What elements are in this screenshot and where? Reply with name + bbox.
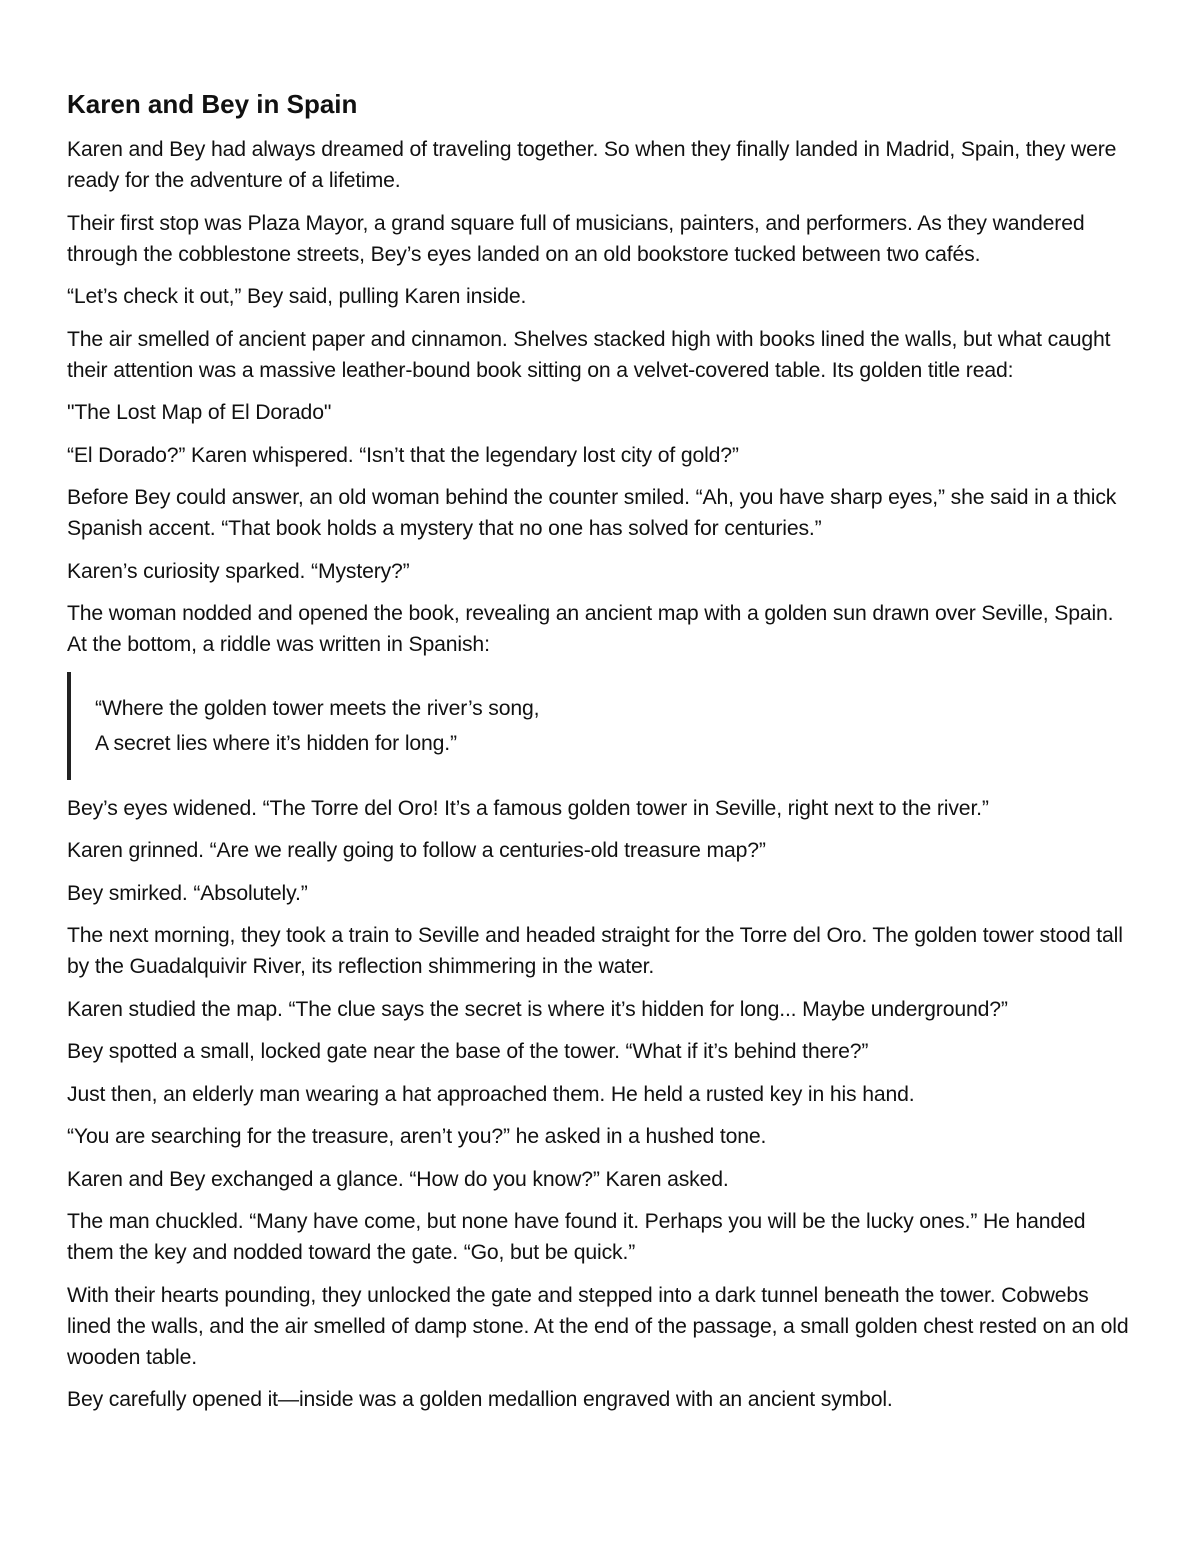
paragraph: The man chuckled. “Many have come, but none have found it. Perhaps you will be the lucky ones.” He handed them the key and nodded toward the gate. “Go, but be quick.” (67, 1210, 1086, 1264)
paragraph: “You are searching for the treasure, aren’t you?” he asked in a hushed tone. (67, 1125, 767, 1148)
document-title: Karen and Bey in Spain (67, 89, 358, 119)
paragraph: Bey carefully opened it—inside was a golden medallion engraved with an ancient symbol. (67, 1388, 893, 1411)
document-page (67, 86, 1137, 1427)
paragraph: With their hearts pounding, they unlocked the gate and stepped into a dark tunnel beneath the tower. Cobwebs lined the walls, and the air smelled of damp stone. At the end of the passage, a small golden chest rested on an old wooden table. (67, 1283, 1129, 1369)
riddle-blockquote (67, 672, 1137, 780)
paragraph: Karen grinned. “Are we really going to follow a centuries-old treasure map?” (67, 839, 766, 862)
book-title-paragraph: "The Lost Map of El Dorado" (67, 401, 332, 424)
riddle-line: “Where the golden tower meets the river’s song, (95, 696, 540, 720)
paragraph: Before Bey could answer, an old woman behind the counter smiled. “Ah, you have sharp eyes,” she said in a thick Spanish accent. “That book holds a mystery that no one has solved for centuries.” (67, 486, 1117, 540)
paragraph: Bey spotted a small, locked gate near the base of the tower. “What if it’s behind there?” (67, 1040, 869, 1063)
paragraph: “Let’s check it out,” Bey said, pulling Karen inside. (67, 285, 527, 308)
paragraph: The air smelled of ancient paper and cinnamon. Shelves stacked high with books lined the walls, but what caught their attention was a massive leather-bound book sitting on a velvet-covered table. Its golden title read: (67, 327, 1111, 382)
paragraph: Bey smirked. “Absolutely.” (67, 881, 308, 905)
riddle-line: A secret lies where it’s hidden for long.” (95, 731, 457, 755)
paragraph: The next morning, they took a train to Seville and headed straight for the Torre del Oro. The golden tower stood tall by the Guadalquivir River, its reflection shimmering in the water. (67, 924, 1123, 978)
paragraph: Bey’s eyes widened. “The Torre del Oro! It’s a famous golden tower in Seville, right next to the river.” (67, 796, 989, 820)
paragraph: Just then, an elderly man wearing a hat approached them. He held a rusted key in his hand. (67, 1082, 915, 1106)
paragraph: Karen and Bey exchanged a glance. “How do you know?” Karen asked. (67, 1167, 729, 1191)
paragraph: “El Dorado?” Karen whispered. “Isn’t that the legendary lost city of gold?” (67, 443, 739, 467)
paragraph: Karen studied the map. “The clue says the secret is where it’s hidden for long... Maybe underground?” (67, 997, 1008, 1021)
paragraph: Karen and Bey had always dreamed of traveling together. So when they finally landed in Madrid, Spain, they were ready for the adventure of a lifetime. (67, 138, 1117, 192)
paragraph: The woman nodded and opened the book, revealing an ancient map with a golden sun drawn over Seville, Spain. At the bottom, a riddle was written in Spanish: (67, 602, 1114, 656)
paragraph: Their first stop was Plaza Mayor, a grand square full of musicians, painters, and performers. As they wandered through the cobblestone streets, Bey’s eyes landed on an old bookstore tucked between two cafés. (67, 211, 1085, 266)
paragraph: Karen’s curiosity sparked. “Mystery?” (67, 559, 410, 583)
